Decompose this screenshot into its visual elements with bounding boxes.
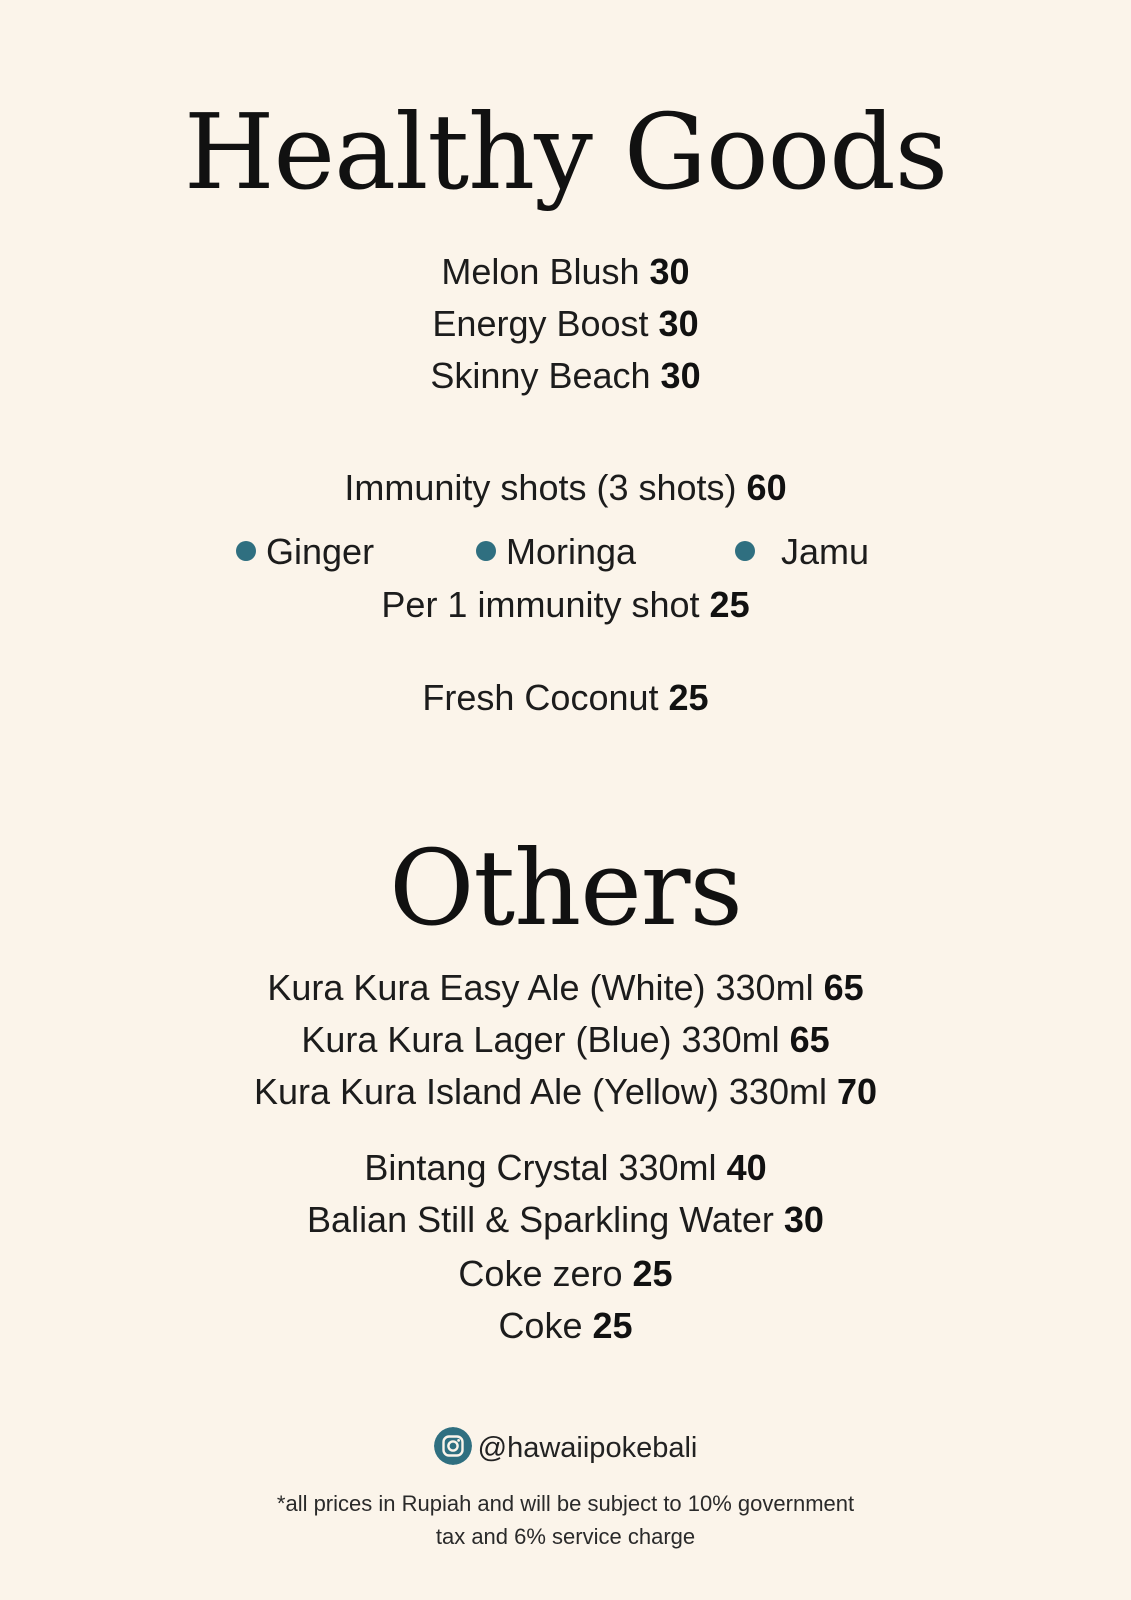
item-price: 70 bbox=[836, 1071, 878, 1112]
menu-item-fresh-coconut bbox=[0, 676, 1131, 720]
flavor-item bbox=[476, 530, 636, 574]
item-name: Per 1 immunity shot bbox=[381, 584, 700, 625]
menu-item bbox=[0, 1252, 1131, 1296]
menu-item bbox=[0, 1304, 1131, 1348]
menu-item bbox=[0, 250, 1131, 294]
bullet-dot-icon bbox=[476, 541, 496, 561]
instagram-icon bbox=[434, 1427, 472, 1465]
flavor-item bbox=[735, 530, 869, 574]
flavor-item bbox=[236, 530, 374, 574]
menu-item bbox=[0, 1018, 1131, 1062]
item-name: Coke zero bbox=[458, 1253, 623, 1294]
item-price: 30 bbox=[783, 1199, 824, 1240]
menu-item bbox=[0, 354, 1131, 398]
item-name: Kura Kura Lager (Blue) 330ml bbox=[301, 1019, 780, 1060]
immunity-flavor-list bbox=[0, 530, 1131, 574]
flavor-label: Moringa bbox=[506, 531, 637, 572]
item-price: 25 bbox=[709, 584, 750, 625]
item-price: 65 bbox=[823, 967, 864, 1008]
price-footnote bbox=[0, 1487, 1131, 1553]
item-name: Energy Boost bbox=[432, 303, 649, 344]
menu-item bbox=[0, 1146, 1131, 1190]
bullet-dot-icon bbox=[236, 541, 256, 561]
item-price: 60 bbox=[746, 467, 787, 508]
footnote-line: tax and 6% service charge bbox=[435, 1524, 696, 1549]
item-name: Kura Kura Easy Ale (White) 330ml bbox=[267, 967, 814, 1008]
section-title-healthy-goods: Healthy Goods bbox=[183, 91, 948, 213]
menu-item bbox=[0, 1070, 1131, 1114]
item-price: 25 bbox=[632, 1253, 673, 1294]
flavor-label: Ginger bbox=[266, 531, 375, 572]
footnote-line: *all prices in Rupiah and will be subject to 10% government bbox=[276, 1491, 855, 1516]
section-title-others: Others bbox=[389, 827, 742, 949]
item-price: 25 bbox=[592, 1305, 633, 1346]
item-name: Skinny Beach bbox=[430, 355, 651, 396]
bullet-dot-icon bbox=[735, 541, 755, 561]
item-price: 30 bbox=[649, 251, 690, 292]
item-price: 40 bbox=[726, 1147, 767, 1188]
menu-item bbox=[0, 302, 1131, 346]
instagram-handle: @hawaiipokebali bbox=[477, 1432, 698, 1464]
menu-item-per-shot bbox=[0, 583, 1131, 627]
menu-item bbox=[0, 966, 1131, 1010]
item-name: Balian Still & Sparkling Water bbox=[307, 1199, 774, 1240]
item-name: Kura Kura Island Ale (Yellow) 330ml bbox=[253, 1071, 827, 1112]
menu-item bbox=[0, 1198, 1131, 1242]
item-name: Immunity shots (3 shots) bbox=[344, 467, 737, 508]
instagram-link[interactable] bbox=[0, 1428, 1131, 1468]
item-price: 30 bbox=[660, 355, 701, 396]
item-name: Melon Blush bbox=[441, 251, 640, 292]
flavor-label: Jamu bbox=[781, 531, 870, 572]
item-price: 65 bbox=[789, 1019, 830, 1060]
item-name: Coke bbox=[498, 1305, 583, 1346]
item-name: Bintang Crystal 330ml bbox=[364, 1147, 717, 1188]
item-price: 30 bbox=[658, 303, 699, 344]
item-name: Fresh Coconut bbox=[422, 677, 659, 718]
menu-item-immunity-shots bbox=[0, 466, 1131, 510]
item-price: 25 bbox=[668, 677, 709, 718]
